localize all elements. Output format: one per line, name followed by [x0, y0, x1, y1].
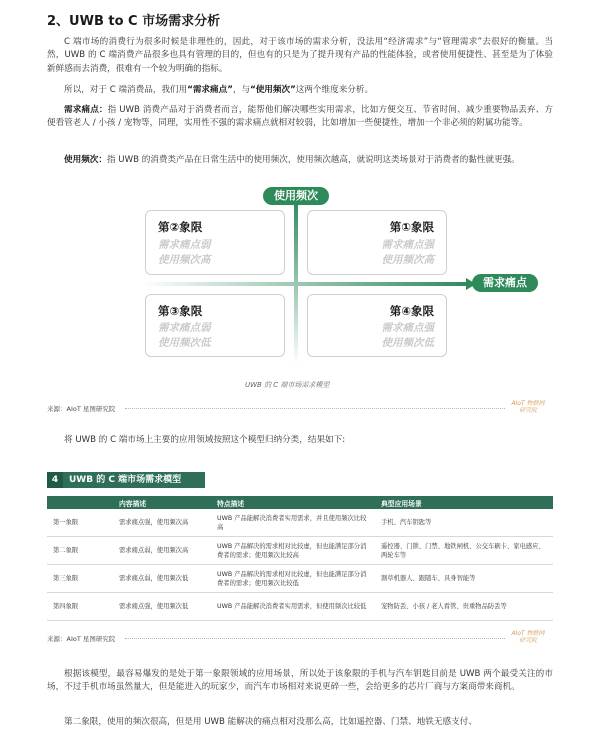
- table-title-bar: [47, 472, 205, 488]
- pain-point-paragraph: 需求痛点：指 UWB 消费产品对于消费者而言，能帮他们解决哪些实用需求，比如方便交互、节省时间、减少重要物品丢弃、方便看管老人 / 小孩 / 宠物等，同理，实用性不强的需求痛点就相对较弱，比如增加一些便捷性，增加一个非必须的附属功能等。: [47, 105, 553, 129]
- x-axis-label: 需求痛点: [472, 274, 538, 292]
- table-row: 第三象限 需求痛点弱，使用频次低 UWB 产品解决的需求相对比较虚，但也能满足部分消费者的需求；使用频次比较低 割草机器人、跟随车、具身智能等: [47, 565, 553, 593]
- table-header: 典型应用场景: [375, 496, 553, 509]
- table-row: 第一象限 需求痛点强，使用频次高 UWB 产品能解决消费者实用需求，并且使用频次比较高 手机、汽车钥匙等: [47, 509, 553, 537]
- intro-paragraph: C 端市场的消费行为很多时候是非理性的，因此，对于该市场的需求分析，没法用“经济需求”与“管理需求”去很好的衡量。当然，UWB 的 C 端消费产品很多也具有管理的目的，但也有的只是为了提升现有产品的性能体验，或者使用便捷性、甚至是为了体验新鲜感而去消费，很难有一个较为明确的指标。: [47, 37, 553, 74]
- quadrant-4: 第④象限 需求痛点强 使用频次低: [307, 294, 447, 357]
- dimensions-paragraph: 所以，对于 C 端消费品，我们用“需求痛点”，与“使用频次”这两个维度来分析。: [64, 85, 374, 95]
- table-row: 第二象限 需求痛点弱，使用频次高 UWB 产品解决的需求相对比较虚，但也能满足部分消费者的需求；使用频次比较高 遥控器、门锁、门禁、地铁闸机、公交车刷卡、家电感应、两轮车等: [47, 537, 553, 565]
- table-title: UWB 的 C 端市场需求模型: [69, 475, 182, 485]
- table-header: 特点描述: [211, 496, 375, 509]
- model-analysis-paragraph: 根据该模型，最容易爆发的是处于第一象限领域的应用场景，所以处于该象限的手机与汽车钥匙目前是 UWB 两个最受关注的市场，不过手机市场虽然量大，但是能进入的玩家少，而汽车市场相对来说更碎一些，会给更多的芯片厂商与方案商带来商机。: [47, 669, 553, 693]
- section-heading: 2、UWB to C 市场需求分析: [47, 14, 221, 29]
- frequency-paragraph: 使用频次：指 UWB 的消费类产品在日常生活中的使用频次，使用频次越高，就说明这类场景对于消费者的黏性就更强。: [64, 155, 520, 165]
- table-row: 第四象限 需求痛点强，使用频次低 UWB 产品能解决消费者实用需求，但使用频次比较低 宠物防丢、小孩 / 老人看管、贵重物品防丢等: [47, 593, 553, 621]
- table-header-row: [47, 496, 553, 509]
- table-number: 4: [47, 472, 63, 488]
- table-source: 来源：AIoT 星图研究院: [47, 635, 116, 643]
- diagram-source: 来源：AIoT 星图研究院: [47, 405, 116, 413]
- quadrant-3: 第③象限 需求痛点弱 使用频次低: [145, 294, 285, 357]
- y-axis-label: 使用频次: [263, 187, 329, 205]
- quadrant-2: 第②象限 需求痛点弱 使用频次高: [145, 210, 285, 275]
- source-divider: [125, 408, 505, 409]
- table-header: [47, 496, 113, 509]
- quadrant-2-paragraph: 第二象限，使用的频次很高，但是用 UWB 能解决的痛点相对没那么高，比如遥控器、门禁、地铁无感支付、: [64, 717, 477, 727]
- table-source-divider: [125, 638, 505, 639]
- classification-paragraph: 将 UWB 的 C 端市场上主要的应用领域按照这个模型归纳分类，结果如下:: [64, 435, 346, 445]
- watermark-logo: AIoT 物联网 研究院: [511, 630, 545, 644]
- quadrant-1: 第①象限 需求痛点强 使用频次高: [307, 210, 447, 275]
- demand-model-table: [47, 496, 553, 621]
- table-header: 内容描述: [113, 496, 211, 509]
- diagram-caption: UWB 的 C 端市场需求模型: [245, 381, 330, 389]
- horizontal-axis: [140, 282, 468, 286]
- watermark-logo: AIoT 物联网 研究院: [511, 400, 545, 414]
